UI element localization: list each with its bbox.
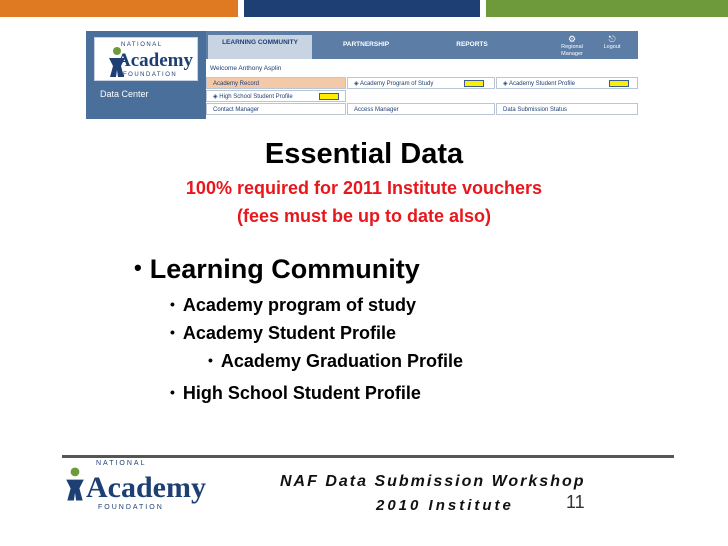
- logo-academy-text: Academy: [117, 50, 193, 71]
- academy-program-link[interactable]: [347, 77, 495, 89]
- contact-manager-link[interactable]: [206, 103, 346, 115]
- hs-student-profile-label: High School Student Profile: [219, 94, 293, 100]
- data-center-nav: [206, 31, 638, 119]
- contact-manager-label: Contact Manager: [213, 107, 260, 113]
- footer-institute: 2010 Institute: [376, 497, 514, 514]
- bullet-program-of-study: [170, 295, 416, 316]
- logo-foundation-text: FOUNDATION: [123, 72, 178, 78]
- diamond-icon: ◈: [354, 81, 360, 87]
- footer-naf-logo: [64, 458, 206, 514]
- footer-logo-foundation: FOUNDATION: [98, 504, 164, 511]
- data-center-caption: Data Center: [100, 89, 149, 99]
- data-submission-status-link[interactable]: [496, 103, 638, 115]
- top-bar-green: [486, 0, 728, 17]
- bullet-graduation-profile-label: Academy Graduation Profile: [220, 351, 463, 371]
- bullet-dot-icon: •: [170, 384, 175, 400]
- bullet-student-profile-label: Academy Student Profile: [182, 323, 396, 343]
- tab-partnership[interactable]: PARTNERSHIP: [342, 41, 390, 48]
- data-center-screenshot: [86, 31, 638, 119]
- data-submission-status-label: Data Submission Status: [503, 107, 568, 113]
- data-center-logo-panel: [86, 31, 206, 119]
- welcome-text: Welcome Anthony Asplin: [210, 65, 282, 72]
- regional-manager-button[interactable]: [558, 34, 586, 58]
- logo-national-text: NATIONAL: [121, 42, 163, 48]
- tab-reports[interactable]: REPORTS: [456, 41, 488, 48]
- page-number: 11: [566, 492, 585, 512]
- status-flag: [609, 80, 629, 87]
- academy-program-label: Academy Program of Study: [359, 81, 434, 87]
- access-manager-link[interactable]: [347, 103, 495, 115]
- top-bar-blue: [244, 0, 480, 17]
- bullet-hs-profile-label: High School Student Profile: [182, 383, 421, 403]
- logout-icon: ⎋: [608, 34, 616, 44]
- bullet-dot-icon: •: [208, 352, 213, 368]
- access-manager-label: Access Manager: [354, 107, 399, 113]
- bullet-dot-icon: •: [134, 255, 142, 280]
- naf-logo: [94, 37, 198, 81]
- bullet-dot-icon: •: [170, 296, 175, 312]
- bullet-graduation-profile: [208, 351, 463, 372]
- top-bar-orange: [0, 0, 238, 17]
- footer-logo-national: NATIONAL: [96, 460, 147, 467]
- bullet-program-label: Academy program of study: [182, 295, 416, 315]
- status-flag: [464, 80, 484, 87]
- academy-student-profile-label: Academy Student Profile: [508, 81, 575, 87]
- slide-subtitle-line1: 100% required for 2011 Institute vouchers: [185, 178, 543, 198]
- regional-manager-label: Regional Manager: [561, 44, 583, 57]
- tab-learning-community[interactable]: LEARNING COMMUNITY: [208, 35, 312, 59]
- academy-student-profile-link[interactable]: [496, 77, 638, 89]
- diamond-icon: ◈: [213, 94, 220, 100]
- bullet-student-profile: [170, 323, 396, 344]
- logout-label: Logout: [603, 44, 621, 50]
- naf-person-icon: [64, 464, 86, 504]
- status-flag: [319, 93, 339, 100]
- slide-title: Essential Data: [264, 138, 464, 170]
- academy-record-label: Academy Record: [213, 81, 260, 87]
- academy-record-link[interactable]: [206, 77, 346, 89]
- regional-manager-icon: ⚙: [567, 34, 577, 44]
- footer-logo-academy: Academy: [86, 471, 206, 504]
- logout-button[interactable]: [598, 34, 626, 51]
- diamond-icon: ◈: [503, 81, 509, 87]
- slide-subtitle-line2: (fees must be up to date also): [236, 206, 492, 226]
- nav-tab-bar: [206, 31, 638, 59]
- bullet-learning-community-label: Learning Community: [149, 254, 420, 284]
- bullet-dot-icon: •: [170, 324, 175, 340]
- bullet-hs-student-profile: [170, 383, 421, 404]
- footer-workshop-title: NAF Data Submission Workshop: [280, 473, 586, 490]
- hs-student-profile-link[interactable]: [206, 90, 346, 102]
- bullet-learning-community: [134, 254, 420, 285]
